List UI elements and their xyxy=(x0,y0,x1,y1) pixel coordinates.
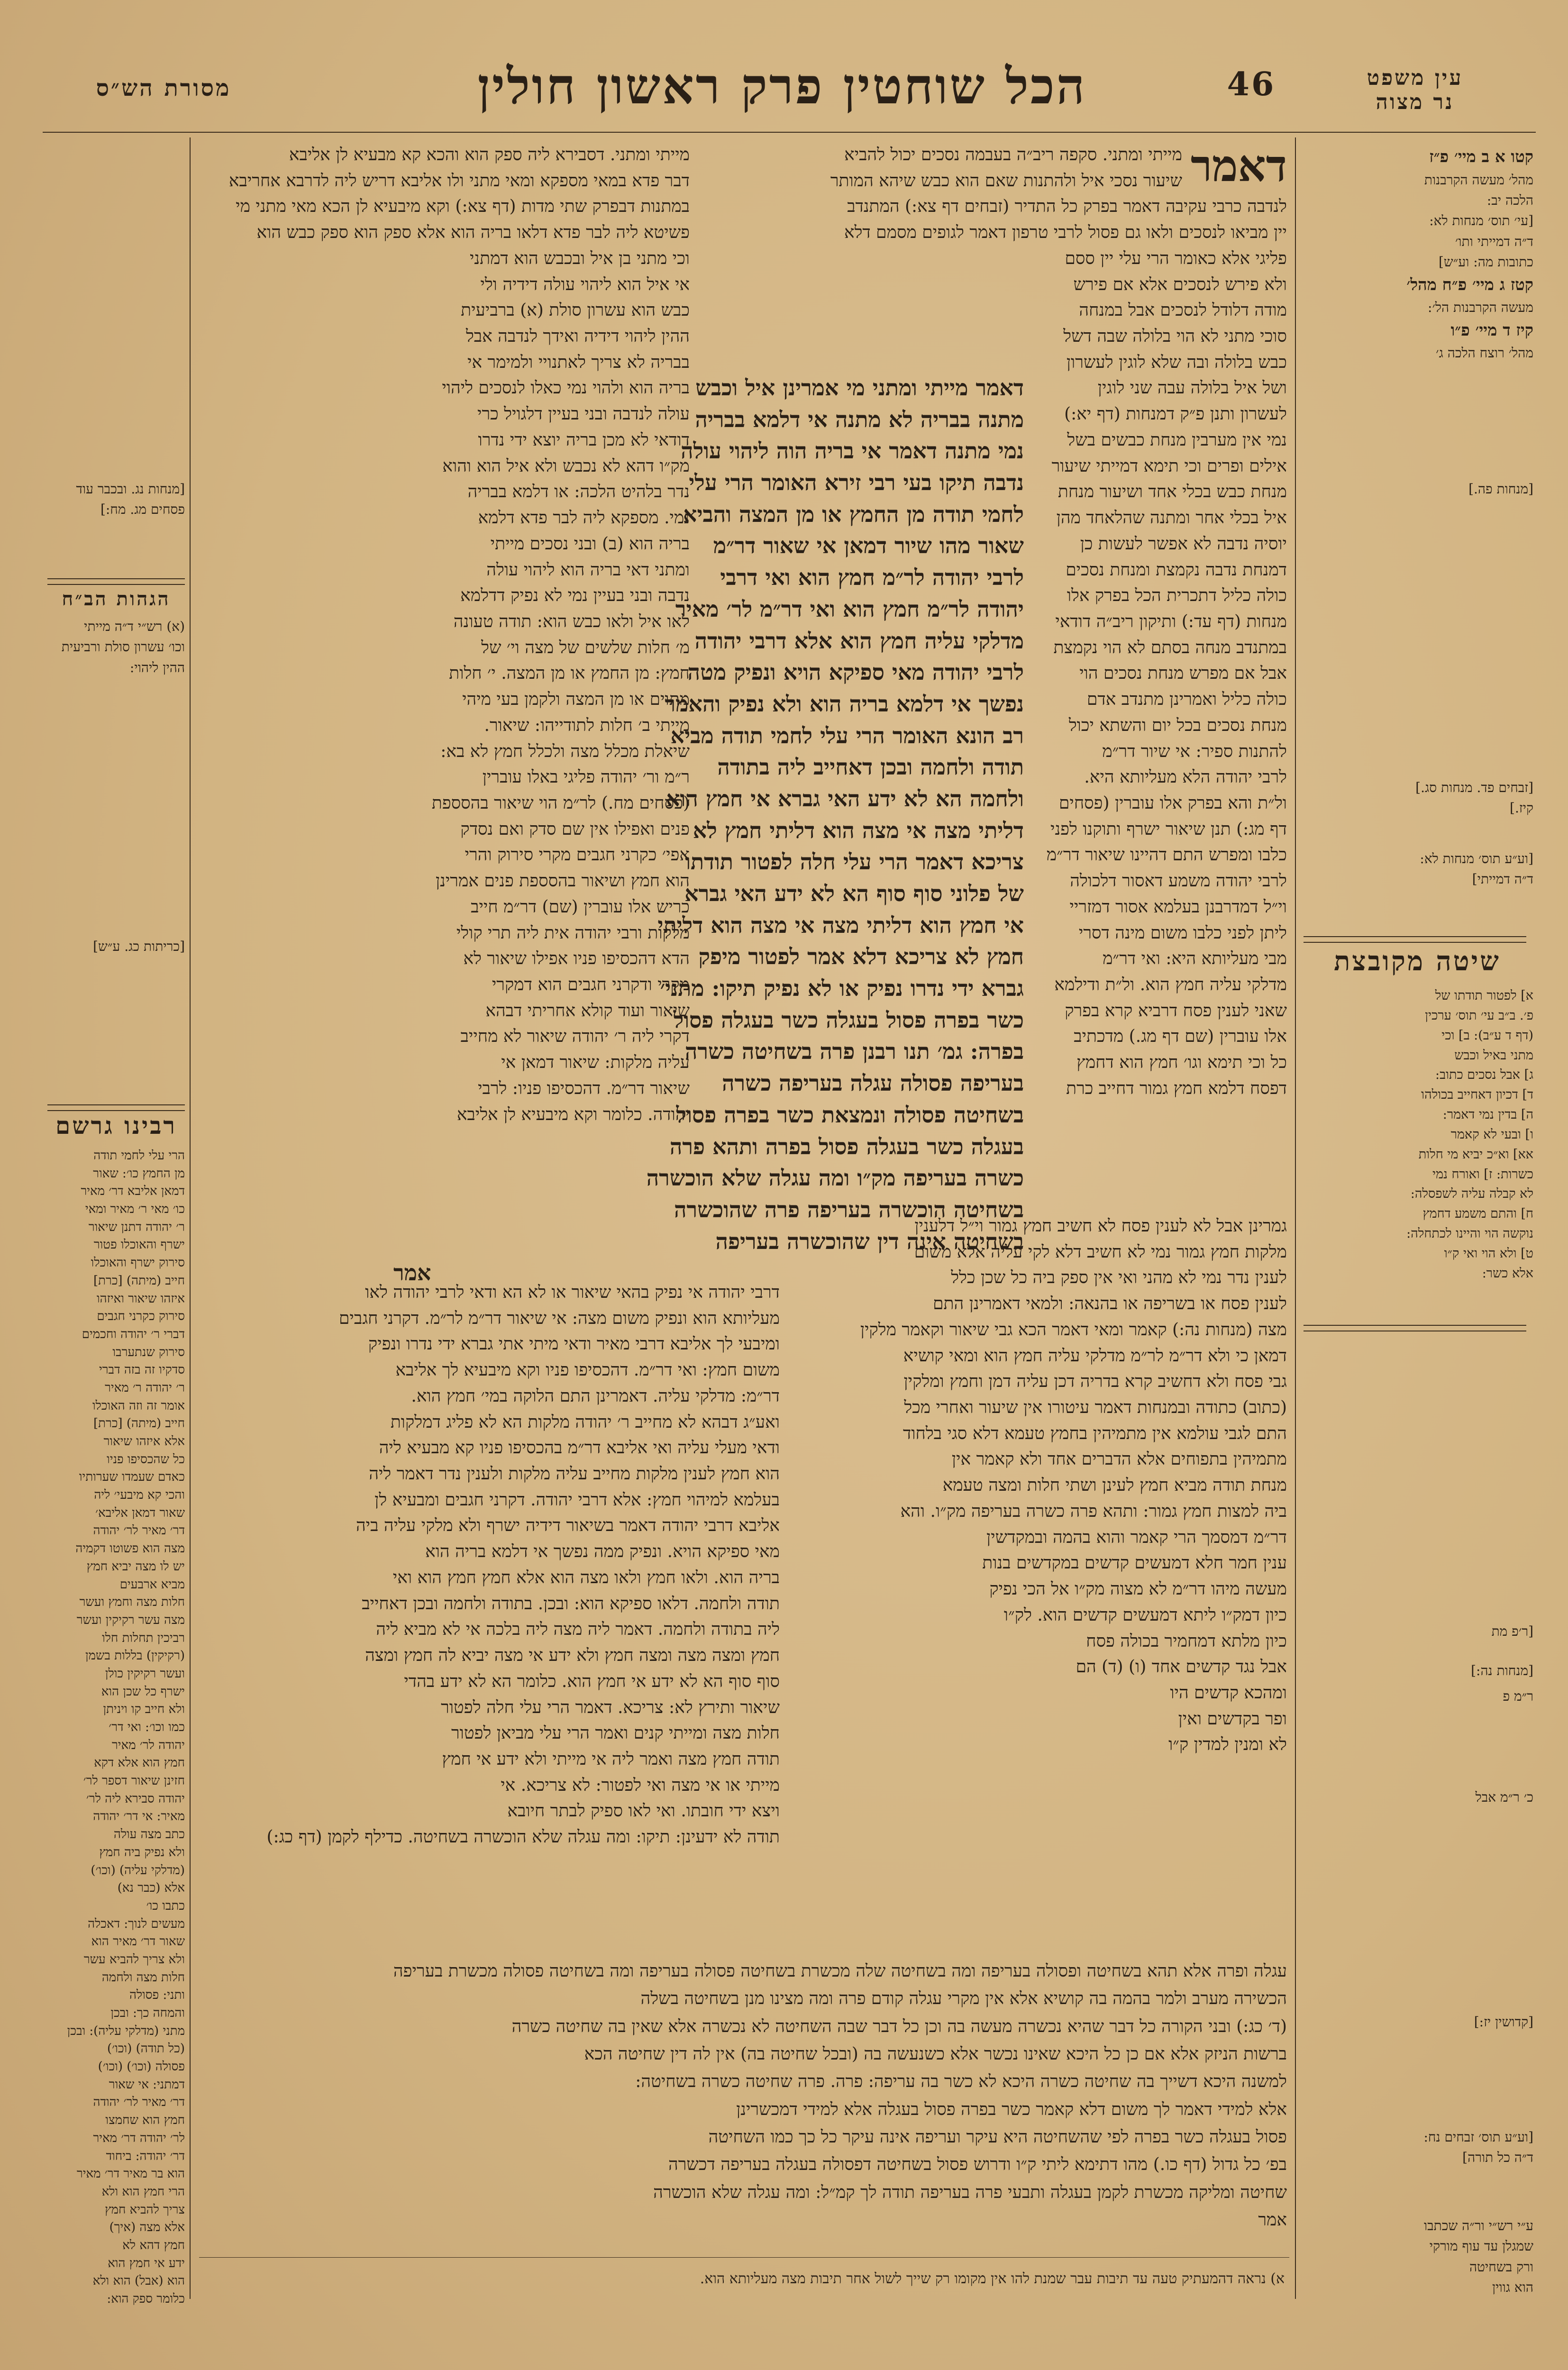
ref-line: הוא גווין xyxy=(1492,2279,1533,2295)
gershom-line: ועשר רקיקין כולן xyxy=(105,1666,185,1681)
gershom-line: אלא מצה (איך) xyxy=(109,2220,185,2235)
rashi-line: חמץ ומצה מצה ומצה חמץ ולא ידע אי מצה יביא לה חמץ ומצה xyxy=(365,1646,780,1666)
gershom-line: פסולה (וכו׳) (וכו׳) xyxy=(98,2060,185,2074)
gershom-line: יהודה סבירא ליה לר׳ xyxy=(86,1791,185,1806)
rashi-line: נמי. מספקא ליה לבר פדא דלמא xyxy=(478,508,690,528)
gershom-line: לר׳ יהודה דר׳ מאיר xyxy=(93,2131,185,2145)
note-menachot: [מנחות פה.] xyxy=(1468,481,1533,497)
rashi-line: שיאלת מכלל מצה ולכלל חמץ לא בא: xyxy=(440,741,690,761)
right-margin-title: עין משפט נר מצוה xyxy=(1367,66,1463,114)
margin-line: כתובות מה: וע״ש] xyxy=(1439,254,1533,270)
rashi-line: שחיטה ומליקה מכשרת לקמן בעגלה ותבעי פרה בעריפה תודה לך קמ״ל: ומה עגלה שלא הוכשרה xyxy=(653,2182,1287,2202)
rashi-line: (פסחים מח.) לר״מ הוי שיאור בהסספת xyxy=(431,793,690,813)
rashi-line: יוסיה נדבה לא אפשר לעשות כן xyxy=(1080,534,1287,554)
gershom-line: סירוק שנתערבו xyxy=(112,1345,185,1359)
rashi-line: כיון מלתא דמחמיר בכולה פסח xyxy=(1086,1631,1287,1651)
gemara-line: חמץ לא צריכא דלא אמר לפטור מיפק xyxy=(698,944,1024,970)
rashi-line: ומתני דאי בריה הוא ליהוי עולה xyxy=(486,560,690,580)
gemara-line: לרבי יהודה לר״מ חמץ הוא ואי דרבי xyxy=(720,565,1024,591)
gershom-line: חזינן שיאור דספר לר׳ xyxy=(83,1774,185,1788)
rashi-line: חמץ: מן החמץ או מן המצה. י׳ חלות xyxy=(449,664,690,684)
gemara-line: כשר בפרה פסול בעגלה כשר בעגלה פסול xyxy=(673,1007,1024,1033)
rashi-line: סוכי מתני לא הוי בלולה שבה דשל xyxy=(1063,327,1287,346)
gemara-line: בשחיטה פסולה ונמצאת כשר בפרה פסול xyxy=(676,1102,1024,1128)
rashi-line: דמאן כי ולא דר״מ לר״מ מדלקי עליה חמץ הוא ומאי קושיא xyxy=(903,1346,1287,1366)
gemara-line: בעגלה כשר בעגלה פסול בפרה ותהא פרה xyxy=(669,1133,1024,1159)
main-gemara-block xyxy=(393,372,1024,1286)
margin-line: מהל׳ מעשה הקרבנות xyxy=(1424,172,1533,188)
ornament-rule xyxy=(47,578,185,585)
rashi-line: פנים ואפילו אין שם סדק ואם נסדק xyxy=(460,819,690,839)
rashi-line: ואע״ג דבהא לא מחייב ר׳ יהודה מלקות הא לא פליג דמלקות xyxy=(390,1412,780,1432)
rashi-line: יהודה. כלומר וקא מיבעיא לן אליבא xyxy=(456,1104,690,1124)
page-title: הכל שוחטין פרק ראשון חולין xyxy=(477,57,1087,115)
gershom-line: והכי קא מיבעי׳ ליה xyxy=(94,1488,185,1503)
gemara-line: בשחיטה הוכשרה בעריפה פרה שהוכשרה xyxy=(674,1196,1024,1222)
gershom-line: אלא איזהו שיאור xyxy=(103,1434,185,1449)
gershom-line: מביא ארבעים xyxy=(119,1577,185,1592)
rashi-line: ברשות הניזק אלא אם כן כל היכא שאינו נכשר אלא כשנעשה בה (ובכל שחיטה בה) אין לה דין שחיטה הכא xyxy=(584,2044,1287,2064)
gemara-line: אמר xyxy=(393,1260,431,1286)
rashi-line: אלו עוברין (שם דף מג.) מדכתיב xyxy=(1074,1027,1287,1047)
gershom-line: ולא נפיק ביה חמץ xyxy=(99,1845,185,1860)
gershom-line: יהודה לר׳ מאיר xyxy=(112,1738,185,1752)
gershom-block xyxy=(47,1147,185,2304)
ornament-rule xyxy=(1304,1325,1526,1331)
gershom-line: כתב מצה עולה xyxy=(113,1827,185,1842)
rashi-line: מעשה מיהו דר״מ לא מצוה מק״ו אל הכי נפיק xyxy=(989,1579,1287,1599)
ref-karetot: [כריתות כג. ע״ש] xyxy=(93,939,185,954)
rashi-line: ההין ליהוי דידיה ואידך לנדבה אבל xyxy=(465,327,690,346)
shita-line: א] לפטור תודתו של xyxy=(1435,988,1533,1003)
gershom-line: חמץ דהא לא xyxy=(122,2238,185,2252)
shita-line: (דף ד ע״ב): ב] וכי xyxy=(1441,1028,1533,1043)
rashi-line: מעליותא הוא ונפיק משום מצה: אי שיאור דר״מ לר״מ. דקרני חגבים xyxy=(338,1308,780,1328)
rashi-line: לנדבה כרבי עקיבה דאמר בפרק כל התדיר (זבחים דף צא:) המתנדב xyxy=(847,197,1287,217)
ein-mishpat-block xyxy=(1301,145,1533,410)
margin-line: מעשה הקרבנות הל׳: xyxy=(1428,300,1533,316)
rashi-line: ויצא ידי חובתו. ואי לאו ספיק לבתר חיובא xyxy=(507,1801,780,1821)
rashi-line: מק״ו דהא לא נכבש ולא איל הוא והוא xyxy=(442,456,690,476)
shita-line: פ׳. ב״ב עי׳ תוס׳ ערכין xyxy=(1425,1008,1533,1023)
gershom-line: דר׳ יהודה: ביחוד xyxy=(106,2149,185,2163)
gershom-line: שאור דמאן אליבא׳ xyxy=(95,1505,185,1520)
rashi-line: לענין נדר נמי לא מהני ואי אין ספק ביה כל שכן כלל xyxy=(951,1268,1287,1288)
gershom-line: מן החמץ כו׳: שאור xyxy=(93,1166,185,1181)
gershom-line: ר׳ יהודה דתנן שיאור xyxy=(88,1220,185,1234)
rashi-line: מאי ספיקא הויא. ונפיק ממה נפשך אי דלמא בריה הוא xyxy=(425,1542,780,1562)
gershom-line: ולא חייב קו ויניתן xyxy=(103,1702,185,1717)
rashi-line: חלות מצה ומייתי קנים ואמר הרי עלי מביאן לפטור xyxy=(451,1723,780,1743)
rashi-line: ושל איל בלולה עבה שני לוגין xyxy=(1097,378,1287,398)
gershom-line: דר׳ מאיר לר׳ יהודה xyxy=(93,2095,185,2110)
rashi-line: לעשרון ותנן פ״ק דמנחות (דף יא:) xyxy=(1064,404,1287,424)
rashi-line: דמנחת נדבה נקמצת ומנחת נסכים xyxy=(1066,560,1287,580)
gershom-line: מתני (מדלקי עליה): ובכן xyxy=(67,2024,185,2038)
gershom-line: אלא (כבר נא) xyxy=(117,1881,185,1896)
gershom-line: ותני: פסולה xyxy=(129,1988,185,2003)
rashi-line: מייתי ומתני. דסבירא ליה ספק הוא והכא קא מבעיא לן אליבא xyxy=(289,145,690,164)
gemara-line: מדלקי עליה חמץ הוא אלא דרבי יהודה xyxy=(694,628,1024,654)
rashi-line: במתנדב מנחה בסתם לא הוי נקמצת xyxy=(1053,638,1287,657)
gershom-line: הוא בר מאיר דר׳ מאיר xyxy=(76,2167,185,2181)
rashi-line: למשנה היכא דשייך בה שחיטה כשרה היכא לא כשר בה עריפה: פרה. פרה שחיטה כשרה בשחיטה: xyxy=(635,2072,1287,2092)
right-margin-rule xyxy=(1295,137,1296,2299)
rashi-line: נמי אין מערבין מנחת כבשים בשל xyxy=(1067,430,1287,450)
ref-line: [ר׳פ מת xyxy=(1491,1623,1533,1639)
gershom-line: דברי ר׳ יהודה וחכמים xyxy=(82,1327,185,1341)
rashi-line: אפי׳ כקרני חגבים מקרי סירוק והרי xyxy=(465,845,690,865)
gershom-line: מאיר: אי דר׳ יהודה xyxy=(93,1809,185,1824)
rashi-line: מייתי או אי מצה ואי לפטור: לא צריכא. אי xyxy=(501,1775,780,1795)
rashi-line: כריש אלו עוברין (שם) דר״מ חייב xyxy=(471,897,690,917)
rashi-line: כיון דמק״ו ליתא דמעשים קדשים הוא. לק״ו xyxy=(1003,1605,1287,1625)
rashi-line: פסול בעגלה כשר בפרה לפי שהשחיטה היא עיקר ועריפה אינה עיקר כל כך כמו השחיטה xyxy=(708,2127,1287,2147)
left-margin-title: מסורת הש״ס xyxy=(96,75,231,101)
rashi-line: אמר xyxy=(1258,2210,1287,2230)
margin-line: קטז ג מיי׳ פ״ח מהל׳ xyxy=(1406,275,1533,294)
rashi-line: משום חמץ: ואי דר״מ. דהכסיפו פניו וקא מיבעיא לך אליבא xyxy=(395,1360,780,1380)
rashi-opening-word: דאמר xyxy=(1190,140,1287,191)
rashi-line: כבש בלולה ובה שלא לוגין לעשרון xyxy=(1066,352,1287,372)
gershom-line: חמץ הוא שחמצו xyxy=(105,2113,185,2128)
gershom-line: והמחה כך: ובכן xyxy=(110,2006,185,2020)
header-rule xyxy=(43,132,1536,133)
ref-line: כ׳ ר״מ אבל xyxy=(1475,1789,1533,1805)
rashi-line: גמרינן אבל לא לענין פסח לא חשיב חמץ גמור וי״ל דלענין xyxy=(914,1216,1287,1236)
page-number: 46 xyxy=(1227,65,1276,103)
rashi-line: ול״ת והא בפרק אלו עוברין (פסחים xyxy=(1058,793,1287,813)
gershom-line: מצה הוא פשוטו דקמיה xyxy=(75,1541,185,1556)
rashi-line: בריה הוא ולהוי נמי כאלו לנסכים ליהוי xyxy=(442,378,690,398)
rashi-line: אילים ופרים וכי תימא דמייתי שיעור xyxy=(1051,456,1287,476)
gershom-line: ידע אי חמץ הוא xyxy=(108,2256,185,2270)
rashi-line: מצה (מנחות נה:) קאמר ומאי דאמר הכא גבי שיאור וקאמר מלקין xyxy=(860,1320,1287,1340)
gershom-line: הרי עלי לחמי תודה xyxy=(93,1149,185,1163)
margin-line: קטו א ב מיי׳ פ״ז xyxy=(1429,147,1533,166)
rashi-line: בריה הוא. ולאו חמץ ולאו מצה הוא אלא חמץ חמץ הוא ואי xyxy=(392,1568,780,1587)
shita-title: שיטה מקובצת xyxy=(1334,946,1501,977)
rashi-line: מבי מעליותא היא: ואי דר״מ xyxy=(1103,949,1287,969)
gershom-line: כל שהכסיפו פניו xyxy=(107,1452,185,1467)
rashi-line: מ׳ חלות שלשים של מצה וי׳ של xyxy=(481,638,690,657)
rashi-line: כבש הוא עשרון סולת (א) ברביעית xyxy=(461,301,690,320)
shita-line: ד] דכיון דאחייב בכולהו xyxy=(1421,1087,1533,1103)
rashi-line: תודה חמץ מצה ואמר ליה אי מייתי ולא ידע אי חמץ xyxy=(442,1749,780,1769)
rashi-line: פליגי אלא כאומר הרי עלי יין ססם xyxy=(1065,248,1287,268)
rashi-line: דף מג:) תנן שיאור ישרף ותוקנו לפני xyxy=(1050,819,1287,839)
gershom-line: כאדם שעמדו שערותיו xyxy=(79,1470,185,1485)
rashi-line: סוף סוף הא לא ידע אי חמץ הוא. כלומר הא לא ידע בהדי xyxy=(404,1671,780,1691)
gershom-line: כלומר ספק הוא: xyxy=(107,2292,185,2306)
rashi-line: אי איל הוא ליהוי עולה דידיה ולי xyxy=(480,274,690,294)
rashi-line: התם לגבי עולמא אין מתמיהין בחמץ טעמא דלא סגי בלחוד xyxy=(903,1423,1287,1443)
rashi-line: שיאור דר״מ. דהכסיפו פניו: לרבי xyxy=(478,1078,690,1098)
rashi-line: כלבו ומפרש התם דהיינו שיאור דר״מ xyxy=(1046,845,1287,865)
ref-line: ד״ה כל תורה] xyxy=(1462,2150,1533,2166)
gershom-line: חייב (מיתה) [כרת] xyxy=(93,1273,185,1288)
rashi-line: וי״ל דמדרבנן בעלמא אסור דמזריי xyxy=(1069,897,1287,917)
gershom-line: מצה עשר רקיקין ועשר xyxy=(76,1613,185,1627)
gemara-line: בעריפה פסולה עגלה בעריפה כשרה xyxy=(722,1070,1024,1096)
gershom-line: דר׳ מאיר לר׳ יהודה xyxy=(93,1523,185,1538)
gershom-line: כתבו כו׳ xyxy=(146,1898,185,1913)
rashi-line: במתנות דבפרק שתי מדות (דף צא:) וקא מיבעיא לן הכא מאי מתני מי xyxy=(236,197,690,217)
hagahot-line: וכו׳ עשרון סולת ורביעית xyxy=(61,639,185,655)
gemara-line: דליתי מצה אי מצה הוא דליתי חמץ לא xyxy=(693,817,1024,843)
rashi-line: מתמיהין בתפוחים אלא הדברים אחד ולא קאמר אין xyxy=(951,1449,1287,1469)
ornament-rule xyxy=(1304,936,1526,943)
rashi-line: מנחת נסכים בכל יום והשתא יכול xyxy=(1068,715,1287,735)
rashi-line: דר״מ דמסמך הרי קאמר והוא בהמה ובמקדשין xyxy=(986,1527,1287,1547)
rashi-line: כולה כליל דתכרית הכל בפרק אלו xyxy=(1067,586,1287,606)
shita-line: ט] ולא הוי ואי ק״ו xyxy=(1444,1246,1533,1261)
gershom-line: אומר זה וזה האוכלו xyxy=(92,1398,185,1413)
rashi-line: גבי פסח ולא דחשיב קרא בדריה דכן עליה דמן וחמץ ומלקין xyxy=(903,1372,1287,1392)
rashi-line: הדא דהכסיפו פניו אפילו שיאור לא xyxy=(463,949,690,969)
rashi-lower-left-block xyxy=(197,1280,780,1943)
gershom-line: חמץ הוא אלא דקא xyxy=(94,1756,185,1770)
shita-line: אלא כשר: xyxy=(1482,1266,1533,1281)
ref-line: שמגלן עד עוף מורקי xyxy=(1429,2238,1533,2254)
gemara-line: בשחיטה אינה דין שהוכשרה בעריפה xyxy=(715,1228,1024,1254)
gemara-line: לחמי תודה מן החמץ או מן המצה והביא xyxy=(683,501,1024,527)
note-tosafot: [וע״ע תוס׳ מנחות לא: ד״ה דמייתי] xyxy=(1420,851,1533,887)
gemara-line: שאור מהו שיור דמאן אי שאור דר״מ xyxy=(713,533,1024,559)
gemara-line: גברא ידי נדרו נפיק או לא נפיק תיקו: מתני׳ xyxy=(660,975,1024,1002)
rashi-line: הוא חמץ לענין מלקות מחייב עליה מלקות ולענין נדר דאמר ליה xyxy=(369,1464,780,1484)
ref-line: ר״מ פ xyxy=(1503,1688,1533,1704)
rashi-line: עגלה ופרה אלא תהא בשחיטה ופסולה בעריפה ומה בשחיטה שלה מכשרת בשחיטה פסולה בעריפה ומה בשחיטה פסולה מכשרת בעריפה xyxy=(393,1961,1287,1981)
rashi-line: מנחת תודה מביא חמץ לעינן ושתי חלות ומצה טעמא xyxy=(942,1476,1287,1495)
gemara-line: דאמר מייתי ומתני מי אמרינן איל וכבש xyxy=(695,375,1024,401)
rashi-line: ומהכא קדשים היו xyxy=(1170,1683,1287,1703)
margin-line: מהל׳ רוצח הלכה ג׳ xyxy=(1436,345,1533,361)
rashi-line: מייתי ומתני. סקפה ריב״ה בעבמה נסכים יכול להביא xyxy=(844,145,1182,164)
margin-line: [עי׳ תוס׳ מנחות לא: xyxy=(1429,213,1533,229)
rashi-line: תודה ולחמה. דלאו ספיקא הוא: ובכן. בתודה ולחמה ובכן דאחייב xyxy=(362,1594,780,1613)
gemara-line: נמי מתנה דאמר אי בריה הוה ליהוי עולה xyxy=(681,438,1024,464)
rashi-line: בפ׳ כל גדול (דף כו.) מהו דתימא ליתי ק״ו ודרוש פסול בשחיטה דפסולה בעגלה בעריפה דכשרה xyxy=(668,2155,1287,2175)
gemara-line: יהודה לר״מ חמץ הוא ואי דר״מ לר׳ מאיר xyxy=(675,596,1024,622)
rashi-line: שאני לענין פסח דרביא קרא בפרק xyxy=(1065,1001,1287,1021)
hagahot-line: ההין ליהוי: xyxy=(129,659,185,675)
shita-line: מתני באיל וכבש xyxy=(1454,1048,1533,1063)
rashi-line: נדבה ובני בעיין נמי לא נפיק דדלמא xyxy=(460,586,690,606)
ref-line: ורק בשחיטה xyxy=(1469,2259,1533,2275)
footnote-rule xyxy=(199,2257,1289,2258)
gershom-line: רביכין תחלות חלו xyxy=(102,1631,185,1645)
rashi-line: ר״מ ור׳ יהודה פליגי באלו עוברין xyxy=(482,767,690,787)
right-margin-refs xyxy=(1301,1621,1533,2295)
ref-line: [מנחות נה:] xyxy=(1471,1663,1533,1679)
rashi-line: מקרי ודקרני חגבים הוא דמקרי xyxy=(492,975,690,994)
shita-line: נוקשה הוי והיינו לכתחלה: xyxy=(1406,1226,1533,1241)
rashi-line: בריה הוא (ב) ובני נסכים מייתי xyxy=(490,534,690,554)
rashi-line: דפסח דלמא חמץ גמור דחייב כרת xyxy=(1066,1078,1287,1098)
margin-line: קיז ד מיי׳ פ״ו xyxy=(1450,320,1533,340)
ref-line: [קדושין יז:] xyxy=(1474,2014,1533,2030)
margin-line: ד״ה דמייתי ותו׳ xyxy=(1455,233,1533,249)
rashi-line: עליה מלקות: שיאור דמאן אי xyxy=(501,1053,690,1073)
rashi-line: (כתוב) כתודה ובמנחות דאמר עיטורו אין שיעור ואחרי מכל xyxy=(904,1398,1287,1418)
rashi-line: בעלמא למיהוי חמץ: אלא דרבי יהודה. דקרני חגבים ומבעיא לן xyxy=(374,1490,780,1510)
rashi-line: מנחת כבש בכלי אחד ושיעור מנחת xyxy=(1057,482,1287,502)
gemara-line: תודה ולחמה ובכן דאחייב ליה בתודה xyxy=(717,754,1024,780)
rashi-line: (ד׳ כג:) ובני הקורה כל דבר שהיא נכשרה מעשה בה וכן כל דבר שבה השחיטה לא נכשרה אלא שאין בה שחיטה כשרה xyxy=(511,2016,1287,2036)
hagahot-title: הגהות הב״ח xyxy=(62,588,171,610)
gershom-line: ר׳ יהודה ר׳ מאיר xyxy=(105,1380,185,1395)
gershom-title: רבינו גרשם xyxy=(55,1112,177,1139)
rashi-line: כל וכי תימא וגו׳ חמץ הוא דחמץ xyxy=(1076,1053,1287,1073)
gershom-line: הוא (אבל) הוא ולא xyxy=(92,2274,185,2288)
rashi-line: נדר בלהיט הלכה: או דלמא בבריה xyxy=(467,482,690,502)
shita-line: ג] אבל נסכים כתוב: xyxy=(1435,1067,1533,1083)
gershom-line: (מדלקי עליה) (וכו׳) xyxy=(91,1863,185,1878)
gershom-line: צריך להביא חמץ xyxy=(105,2202,185,2217)
left-margin-rule xyxy=(190,137,191,2299)
rashi-line: דר״מ: מדלקי עליה. דאמרינן התם הלוקה במי׳ חמץ הוא. xyxy=(411,1386,780,1406)
rashi-line: לענין פסח או בשריפה או בהנאה: ולמאי דאמרינן התם xyxy=(933,1294,1287,1314)
hagahot-line: (א) רש״י ד״ה מייתי xyxy=(84,619,185,634)
masoret-ref: [מנחות נג. ובכבר עוד פסחים מג. מח:] xyxy=(76,481,185,518)
gershom-line: יש לו מצה יביא חמץ xyxy=(86,1559,185,1574)
footnote: א) נראה דהמעתיק טעה עד תיבות עבר שמנת להו אין מקומו רק שייך לשול אחר תיבות מצה מעליותא הוא. xyxy=(700,2270,1285,2287)
ornament-rule xyxy=(47,1104,185,1111)
gershom-line: ישרף כל שכן הוא xyxy=(101,1684,185,1699)
ref-line: ע״י רש״י ור״ה שכתבו xyxy=(1424,2217,1533,2233)
gershom-line: (רקיקין) בללות בשמן xyxy=(85,1649,185,1663)
gemara-line: נפשך אי דלמא בריה הוא ולא נפיק והאמר xyxy=(665,691,1024,717)
rashi-line: אבל אם מפרש מנחת נסכים הוי xyxy=(1079,664,1287,684)
rashi-line: הוא חמץ ושיאור בהסספת פנים אמרינן xyxy=(435,871,690,891)
rashi-line: אליבא דרבי יהודה דאמר בשיאור דידיה ישרף ולא מלקי עליה ביה xyxy=(356,1516,780,1536)
rashi-line: הכשירה מערב ולמר בהמה בה קושיא אלא אין מקרי עגלה קודם פרה ומה מצינו מנן בשחיטה בשלה xyxy=(640,1989,1287,2009)
rashi-line: וכי מתני בן איל ובכבש הוא דמתני xyxy=(469,248,690,268)
rashi-line: ליתן לפני כלבו משום מינה דסרי xyxy=(1078,923,1287,943)
shita-line: לא קבלה עליה לשפסלה: xyxy=(1410,1186,1533,1202)
gemara-line: רב הונא האומר הרי עלי לחמי תודה מביא xyxy=(670,722,1024,748)
rashi-line: מייתי ב׳ חלות לתודייהו: שיאור. xyxy=(484,715,690,735)
gershom-line: מעשים לנוך: דאכלה xyxy=(88,1916,185,1931)
rashi-line: מדלקי עליה חמץ הוא. ול״ת ודילמא xyxy=(1054,975,1287,994)
rashi-line: ליה בתודה ולחמה. דאמר ליה מצה ליה בלכה אי לא מביא ליה xyxy=(376,1620,780,1640)
rashi-line: לרבי יהודה הלא מעליותא היא. xyxy=(1084,767,1287,787)
gershom-line: כו׳ מאי ר׳ מאיר ומאי xyxy=(85,1202,185,1217)
shita-line: ח] והתם משמע דחמץ xyxy=(1422,1206,1533,1221)
gemara-line: בפרה: גמ׳ תנו רבנן פרה בשחיטה כשרה xyxy=(684,1039,1024,1065)
rashi-line: ומיבעי לך אליבא דרבי מאיר ודאי מיתי אתי גברא ידי נדרו ונפיק xyxy=(368,1334,780,1354)
rashi-line: ודאי מעלי עליה ואי אליבא דר״מ בהכסיפו פניו קא מבעיא ליה xyxy=(379,1438,780,1458)
rashi-line: דודאי לא מכן בריה יוצא ידי נדרו xyxy=(478,430,690,450)
rashi-line: שיעור נסכי איל ולהתנות שאם הוא כבש שיהא המותר xyxy=(830,171,1182,191)
rashi-line: שיאור ותירץ לא: צריכא. דאמר הרי עלי חלה לפטור xyxy=(441,1697,780,1717)
gershom-line: ולא צריך להביא עשר xyxy=(83,1952,185,1967)
rashi-line: יין מביאו לנסכים ולאו גם פסול לרבי טרפון דאמר לגופים מסמם דלא xyxy=(844,223,1287,243)
gemara-line: ולחמה הא לא ידע האי גברא אי חמץ הוא xyxy=(666,785,1024,811)
rashi-line: דבר פדא במאי מספקא ומאי מתני ולו אליבא דריש ליה לדרבא אחריבא xyxy=(228,171,690,191)
shita-block xyxy=(1301,986,1533,1318)
rashi-line: שיאור ועוד קולא אחריתי דבהא xyxy=(485,1001,690,1021)
gershom-line: ישרף והאוכלו פטור xyxy=(93,1238,185,1252)
note-zevachim: [זבחים פד. מנחות סג.] קיז.] xyxy=(1415,780,1533,816)
rashi-line: דרבי יהודה אי נפיק בהאי שיאור או לא הא ודאי לרבי יהודה לאו xyxy=(365,1283,780,1302)
gershom-line: סירוק ישרף והאוכלו xyxy=(91,1256,185,1270)
shita-line: אא] וא״כ יביא מי חלות xyxy=(1418,1147,1533,1162)
gemara-line: מתנה בבריה לא מתנה אי דלמא בבריה xyxy=(695,406,1024,432)
rashi-line: מתוים או מן המצה ולקמן בעי מיהי xyxy=(462,690,690,710)
ref-line: [וע״ע תוס׳ זבחים נח: xyxy=(1423,2129,1533,2145)
margin-line: הלכה יב: xyxy=(1486,192,1533,209)
rashi-line: מלקות חמץ גמור נמי לא חשיב דלא לקי עליה אלא משום xyxy=(914,1242,1287,1262)
gershom-line: חלות מצה ולחמה xyxy=(101,1970,185,1985)
rashi-line: מלקות ורבי יהודה אית ליה תרי קולי xyxy=(456,923,690,943)
rashi-bottom-block xyxy=(197,1958,1287,2242)
gershom-line: סדקיו זה בזה דברי xyxy=(99,1363,185,1377)
gemara-line: לרבי יהודה מאי ספיקא הויא ונפיק מטה xyxy=(687,659,1024,685)
rashi-line: מנחות (דף עד:) ותיקון ריב״ה דודאי xyxy=(1055,611,1287,631)
rashi-line: עולה לנדבה ובני בעיין דלגויל כרי xyxy=(477,404,690,424)
rashi-line: לרבי יהודה משמע דאסור דלכולה xyxy=(1070,871,1287,891)
gemara-line: נדבה תיקו בעי רבי זירא האומר הרי עלי xyxy=(689,470,1024,496)
rashi-line: ולא פירש לנסכים אלא אם פירש xyxy=(1073,274,1287,294)
rashi-line: לא ומנין למדין ק״ו xyxy=(1168,1735,1287,1755)
gemara-line: כשרה בעריפה מק״ו ומה עגלה שלא הוכשרה xyxy=(646,1165,1024,1191)
rashi-line: דקרי ליה ר׳ יהודה שיאור לא מחייב xyxy=(460,1027,690,1047)
rashi-line: בבריה לא צריך לאתנויי ולמימר אי xyxy=(467,352,690,372)
rashi-line: ביה למצות חמץ גמור: ותהא פרה כשרה בעריפה מק״ו. והא xyxy=(900,1501,1287,1521)
rashi-line: פשיטא ליה לבר פדא דלאו בריה הוא אלא ספק הוא ספק כבש הוא xyxy=(256,223,690,243)
gemara-line: אי חמץ הוא דליתי מצה אי מצה הוא דליתי xyxy=(657,912,1024,938)
shita-line: ו] ובעי לא קאמר xyxy=(1450,1127,1533,1142)
gemara-line: צריכא דאמר הרי עלי חלה לפטור תודתו xyxy=(685,849,1024,875)
gershom-line: חלות מצה וחמץ ועשר xyxy=(79,1595,185,1610)
gemara-line: של פלוני סוף סוף הא לא ידע האי גברא xyxy=(684,881,1024,906)
rashi-line: איל בכלי אחר ומתנה שהלאחד מהן xyxy=(1056,508,1287,528)
shita-line: כשרות: ז] ואורח נמי xyxy=(1432,1167,1533,1182)
hagahot-block xyxy=(47,616,185,692)
rashi-middle-block xyxy=(784,1213,1287,1755)
gershom-line: חייב (מיתה) [כרת] xyxy=(93,1416,185,1431)
rashi-line: כולה כליל ואמרינן מתנדב אדם xyxy=(1086,690,1287,710)
rashi-line: מודה דלודל לנסכים אבל במנחה xyxy=(1079,301,1287,320)
rashi-line: תודה לא ידעינן: תיקו: ומה עגלה שלא הוכשרה בשחיטה. כדילף לקמן (דף כג:) xyxy=(266,1827,780,1847)
rashi-line: ופר בקדשים ואין xyxy=(1178,1709,1287,1729)
rashi-line: להתנות ספיר: אי שיור דר״מ xyxy=(1102,741,1287,761)
rashi-line: ענין חמר חלא דמעשים קדשים במקדשים בנות xyxy=(982,1553,1287,1573)
rashi-line: לאו איל ולאו כבש הוא: תודה טעונה xyxy=(453,611,690,631)
shita-line: ה] בדין נמי דאמר: xyxy=(1442,1107,1533,1122)
gershom-line: דמאן אליבא דר׳ מאיר xyxy=(81,1184,185,1199)
gershom-line: הרי חמץ הוא ולא xyxy=(101,2184,185,2199)
gershom-line: (כל תודה) (וכו׳) xyxy=(107,2042,185,2056)
gershom-line: איזהו שיאור ואיזהו xyxy=(97,1291,185,1306)
gershom-line: סירוק כקרני חגבים xyxy=(97,1309,185,1324)
gershom-line: כמו וכו׳: ואי דר׳ xyxy=(109,1720,185,1734)
gershom-line: דמתני: אי שאור xyxy=(109,2077,185,2092)
rashi-line: אבל נגד קדשים אחד (ו) (ד) הם xyxy=(1076,1657,1287,1677)
gershom-line: שאור דר׳ מאיר הוא xyxy=(91,1934,185,1949)
rashi-line: אלא למידי דאמר לך משום דלא קאמר כשר בפרה פסול בעגלה אלא למידי דמכשרינן xyxy=(736,2099,1287,2119)
